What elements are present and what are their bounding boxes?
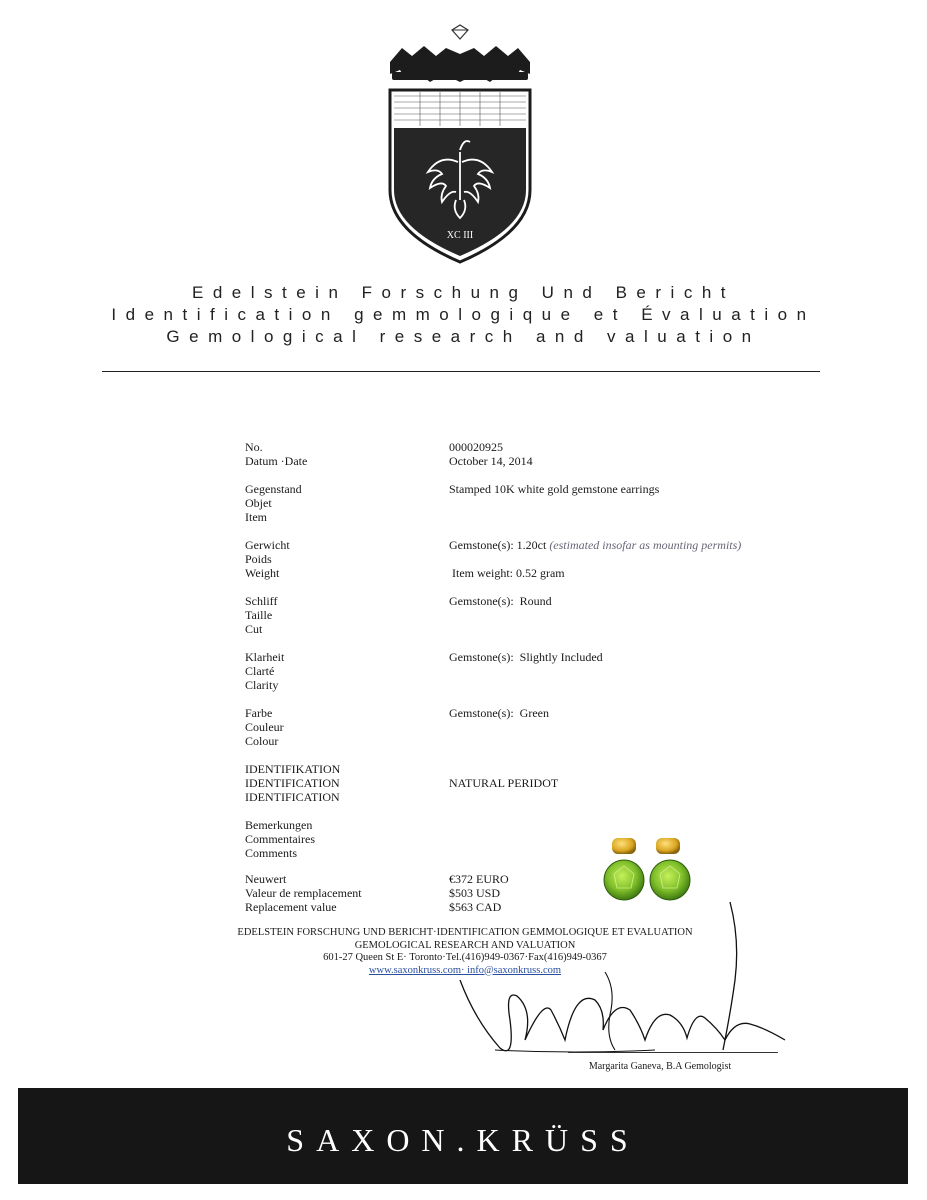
label: Schliff bbox=[245, 594, 278, 608]
signatory-name: Margarita Ganeva, B.A Gemologist bbox=[588, 1061, 732, 1072]
item-description: Stamped 10K white gold gemstone earrings bbox=[449, 482, 660, 496]
label: Comments bbox=[245, 846, 298, 860]
label: Gegenstand bbox=[245, 482, 302, 496]
gemstone-weight: Gemstone(s): 1.20ct bbox=[449, 538, 547, 552]
label: Weight bbox=[245, 566, 280, 580]
heading-german: Edelstein Forschung Und Bericht bbox=[191, 283, 736, 302]
earring-left bbox=[604, 838, 644, 900]
label: Poids bbox=[245, 552, 272, 566]
brand-banner bbox=[18, 1088, 908, 1184]
label: Item bbox=[245, 510, 267, 524]
heading-french: Identification gemmologique et Évaluation bbox=[111, 305, 816, 324]
item-weight: Item weight: 0.52 gram bbox=[452, 566, 565, 580]
report-number: 000020925 bbox=[449, 440, 503, 454]
label: Objet bbox=[245, 496, 272, 510]
crest-logo bbox=[380, 22, 540, 267]
weight-note: (estimated insofar as mounting permits) bbox=[549, 538, 742, 552]
label: Commentaires bbox=[245, 832, 315, 846]
crest-emblem-text: XC III bbox=[446, 230, 474, 241]
label: IDENTIFIKATION bbox=[245, 762, 341, 776]
header-divider bbox=[102, 371, 820, 372]
shield bbox=[390, 90, 530, 262]
crown-ornament bbox=[390, 46, 530, 82]
heading-english: Gemological research and valuation bbox=[166, 327, 761, 346]
label: Taille bbox=[245, 608, 273, 622]
label: Neuwert bbox=[245, 872, 287, 886]
label: Cut bbox=[245, 622, 263, 636]
label: Clarity bbox=[245, 678, 279, 692]
brand-name: SAXON.KRÜSS bbox=[286, 1122, 640, 1158]
label: Bemerkungen bbox=[245, 818, 313, 832]
label: Farbe bbox=[245, 706, 273, 720]
identification-value: NATURAL PERIDOT bbox=[449, 776, 559, 790]
value-eur: €372 EURO bbox=[449, 872, 509, 886]
report-headings bbox=[0, 282, 927, 348]
label: Datum ·Date bbox=[245, 454, 308, 468]
value-cad: $563 CAD bbox=[449, 900, 502, 914]
clarity-value: Gemstone(s): Slightly Included bbox=[449, 650, 603, 664]
label: Valeur de remplacement bbox=[245, 886, 362, 900]
footer-address: 601-27 Queen St E· Toronto·Tel.(416)949-0367·Fax(416)949-0367 bbox=[323, 952, 607, 963]
diamond-icon bbox=[452, 25, 468, 39]
label: Couleur bbox=[245, 720, 284, 734]
label: IDENTIFICATION bbox=[245, 776, 340, 790]
earring-right bbox=[650, 838, 690, 900]
label: No. bbox=[245, 440, 263, 454]
label: IDENTIFICATION bbox=[245, 790, 340, 804]
label: Replacement value bbox=[245, 900, 337, 914]
cut-value: Gemstone(s): Round bbox=[449, 594, 552, 608]
signature-line bbox=[568, 1052, 778, 1053]
label: Clarté bbox=[245, 664, 275, 678]
label: Colour bbox=[245, 734, 279, 748]
colour-value: Gemstone(s): Green bbox=[449, 706, 549, 720]
footer-website-link[interactable]: www.saxonkruss.com· info@saxonkruss.com bbox=[368, 964, 562, 976]
label: Klarheit bbox=[245, 650, 285, 664]
earrings-photo bbox=[598, 834, 713, 904]
footer-line-2: GEMOLOGICAL RESEARCH AND VALUATION bbox=[354, 939, 576, 951]
value-usd: $503 USD bbox=[449, 886, 501, 900]
label: Gerwicht bbox=[245, 538, 290, 552]
signature bbox=[455, 900, 790, 1060]
report-date: October 14, 2014 bbox=[449, 454, 533, 468]
footer-line-1: EDELSTEIN FORSCHUNG UND BERICHT·IDENTIFICATION GEMMOLOGIQUE ET EVALUATION bbox=[237, 927, 693, 938]
